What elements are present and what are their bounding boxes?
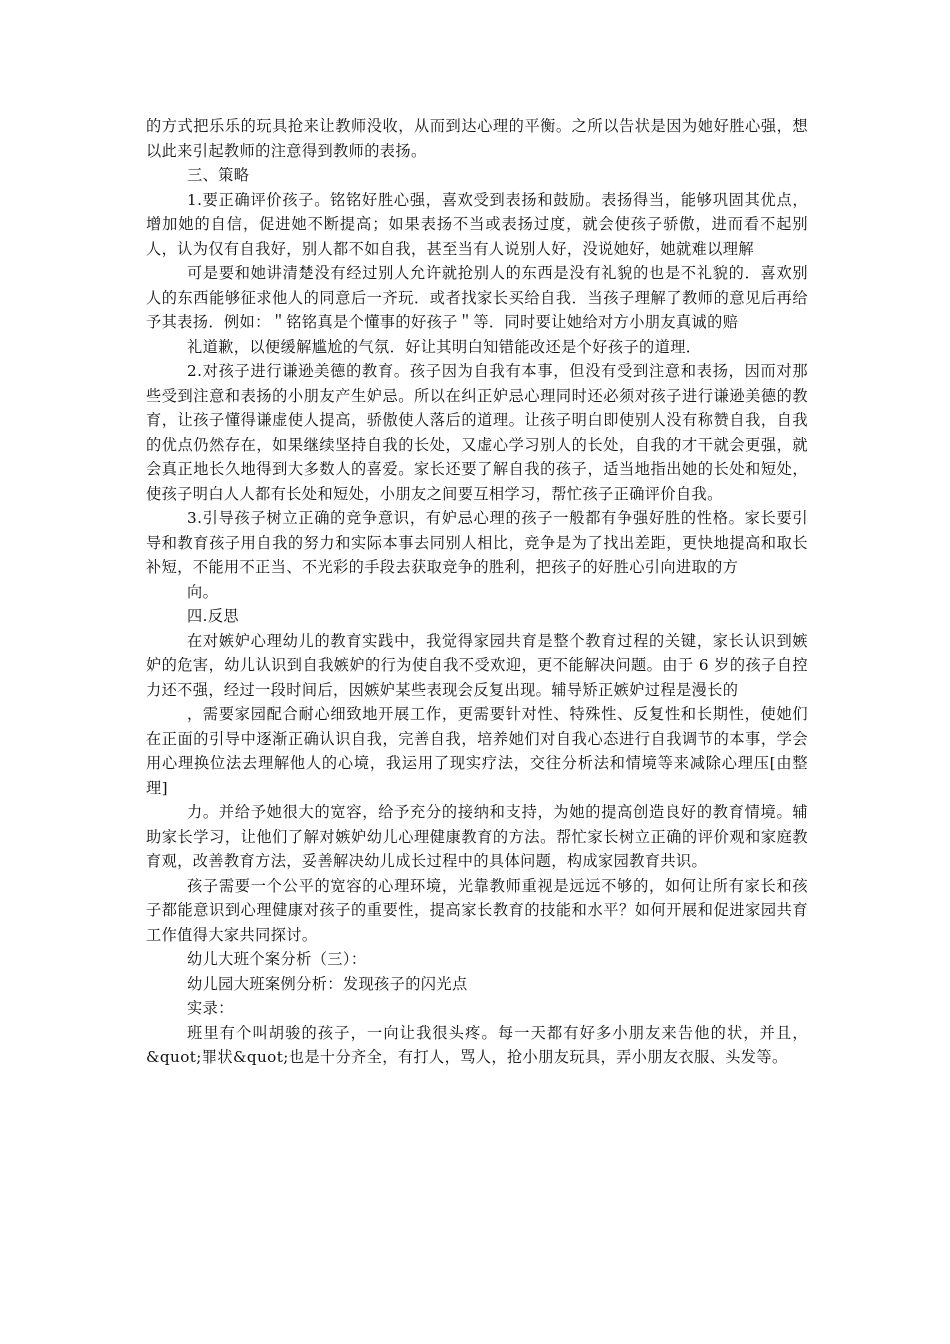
paragraph: 可是要和她讲清楚没有经过别人允许就抢别人的东西是没有礼貌的也是不礼貌的．喜欢别人的东西能够征求他人的同意后一齐玩．或者找家长买给自我．当孩子理解了教师的意见后再给予其表扬．例如：＂铭铭真是个懂事的好孩子＂等．同时要让她给对方小朋友真诚的赔 <box>146 264 808 331</box>
paragraph: 3.引导孩子树立正确的竞争意识，有妒忌心理的孩子一般都有争强好胜的性格。家长要引导和教育孩子用自我的努力和实际本事去同别人相比，竞争是为了找出差距，更快地提高和取长补短，不能用不正当、不光彩的手段去获取竞争的胜利，把孩子的好胜心引向进取的方 <box>146 509 808 576</box>
paragraph: 力。并给予她很大的宽容，给予充分的接纳和支持，为她的提高创造良好的教育情境。辅助家长学习，让他们了解对嫉妒幼儿心理健康教育的方法。帮忙家长树立正确的评价观和家庭教育观，改善教育方法，妥善解决幼儿成长过程中的具体问题，构成家园教育共识。 <box>146 803 808 870</box>
paragraph: 礼道歉，以便缓解尴尬的气氛．好让其明白知错能改还是个好孩子的道理． <box>187 337 702 356</box>
case-subtitle: 幼儿园大班案例分析：发现孩子的闪光点 <box>187 974 468 993</box>
paragraph: 孩子需要一个公平的宽容的心理环境，光靠教师重视是远远不够的，如何让所有家长和孩子都能意识到心理健康对孩子的重要性，提高家长教育的技能和水平？如何开展和促进家园共育工作值得大家共同探讨。 <box>146 876 808 944</box>
paragraph: 的方式把乐乐的玩具抢来让教师没收，从而到达心理的平衡。之所以告状是因为她好胜心强，想以此来引起教师的注意得到教师的表扬。 <box>146 117 808 160</box>
section-heading-record: 实录： <box>187 999 234 1017</box>
paragraph: 1.要正确评价孩子。铭铭好胜心强，喜欢受到表扬和鼓励。表扬得当，能够巩固其优点，增加她的自信，促进她不断提高；如果表扬不当或表扬过度，就会使孩子骄傲，进而看不起别人，认为仅有自我好，别人都不如自我，甚至当有人说别人好，没说她好，她就难以理解 <box>146 190 808 258</box>
paragraph: ，需要家园配合耐心细致地开展工作，更需要针对性、特殊性、反复性和长期性，使她们在正面的引导中逐渐正确认识自我，完善自我，培养她们对自我心态进行自我调节的本事，学会用心理换位法去理解他人的心境，我运用了现实疗法，交往分析法和情境等来减除心理压[由整理] <box>146 705 808 797</box>
document-page <box>146 114 808 1070</box>
section-title-case-three: 幼儿大班个案分析（三）： <box>187 950 367 968</box>
paragraph: 在对嫉妒心理幼儿的教育实践中，我觉得家园共育是整个教育过程的关键，家长认识到嫉妒的危害，幼儿认识到自我嫉妒的行为使自我不受欢迎，更不能解决问题。由于 6 岁的孩子自控力还不强，经过一段时间后，因嫉妒某些表现会反复出现。辅导矫正嫉妒过程是漫长的 <box>146 631 808 699</box>
section-heading-reflection: 四.反思 <box>187 607 239 625</box>
paragraph: 向。 <box>187 582 219 601</box>
paragraph: 班里有个叫胡骏的孩子，一向让我很头疼。每一天都有好多小朋友来告他的状，并且，&quot;罪状&quot;也是十分齐全，有打人，骂人，抢小朋友玩具，弄小朋友衣服、头发等。 <box>146 1023 808 1066</box>
paragraph: 2.对孩子进行谦逊美德的教育。孩子因为自我有本事，但没有受到注意和表扬，因而对那些受到注意和表扬的小朋友产生妒忌。所以在纠正妒忌心理同时还必须对孩子进行谦逊美德的教育，让孩子懂得谦虚使人提高，骄傲使人落后的道理。让孩子明白即使别人没有称赞自我，自我的优点仍然存在，如果继续坚持自我的长处，又虚心学习别人的长处，自我的才干就会更强，就会真正地长久地得到大多数人的喜爱。家长还要了解自我的孩子，适当地指出她的长处和短处，使孩子明白人人都有长处和短处，小朋友之间要互相学习，帮忙孩子正确评价自我。 <box>146 362 808 503</box>
section-heading-strategy: 三、策略 <box>187 166 250 184</box>
